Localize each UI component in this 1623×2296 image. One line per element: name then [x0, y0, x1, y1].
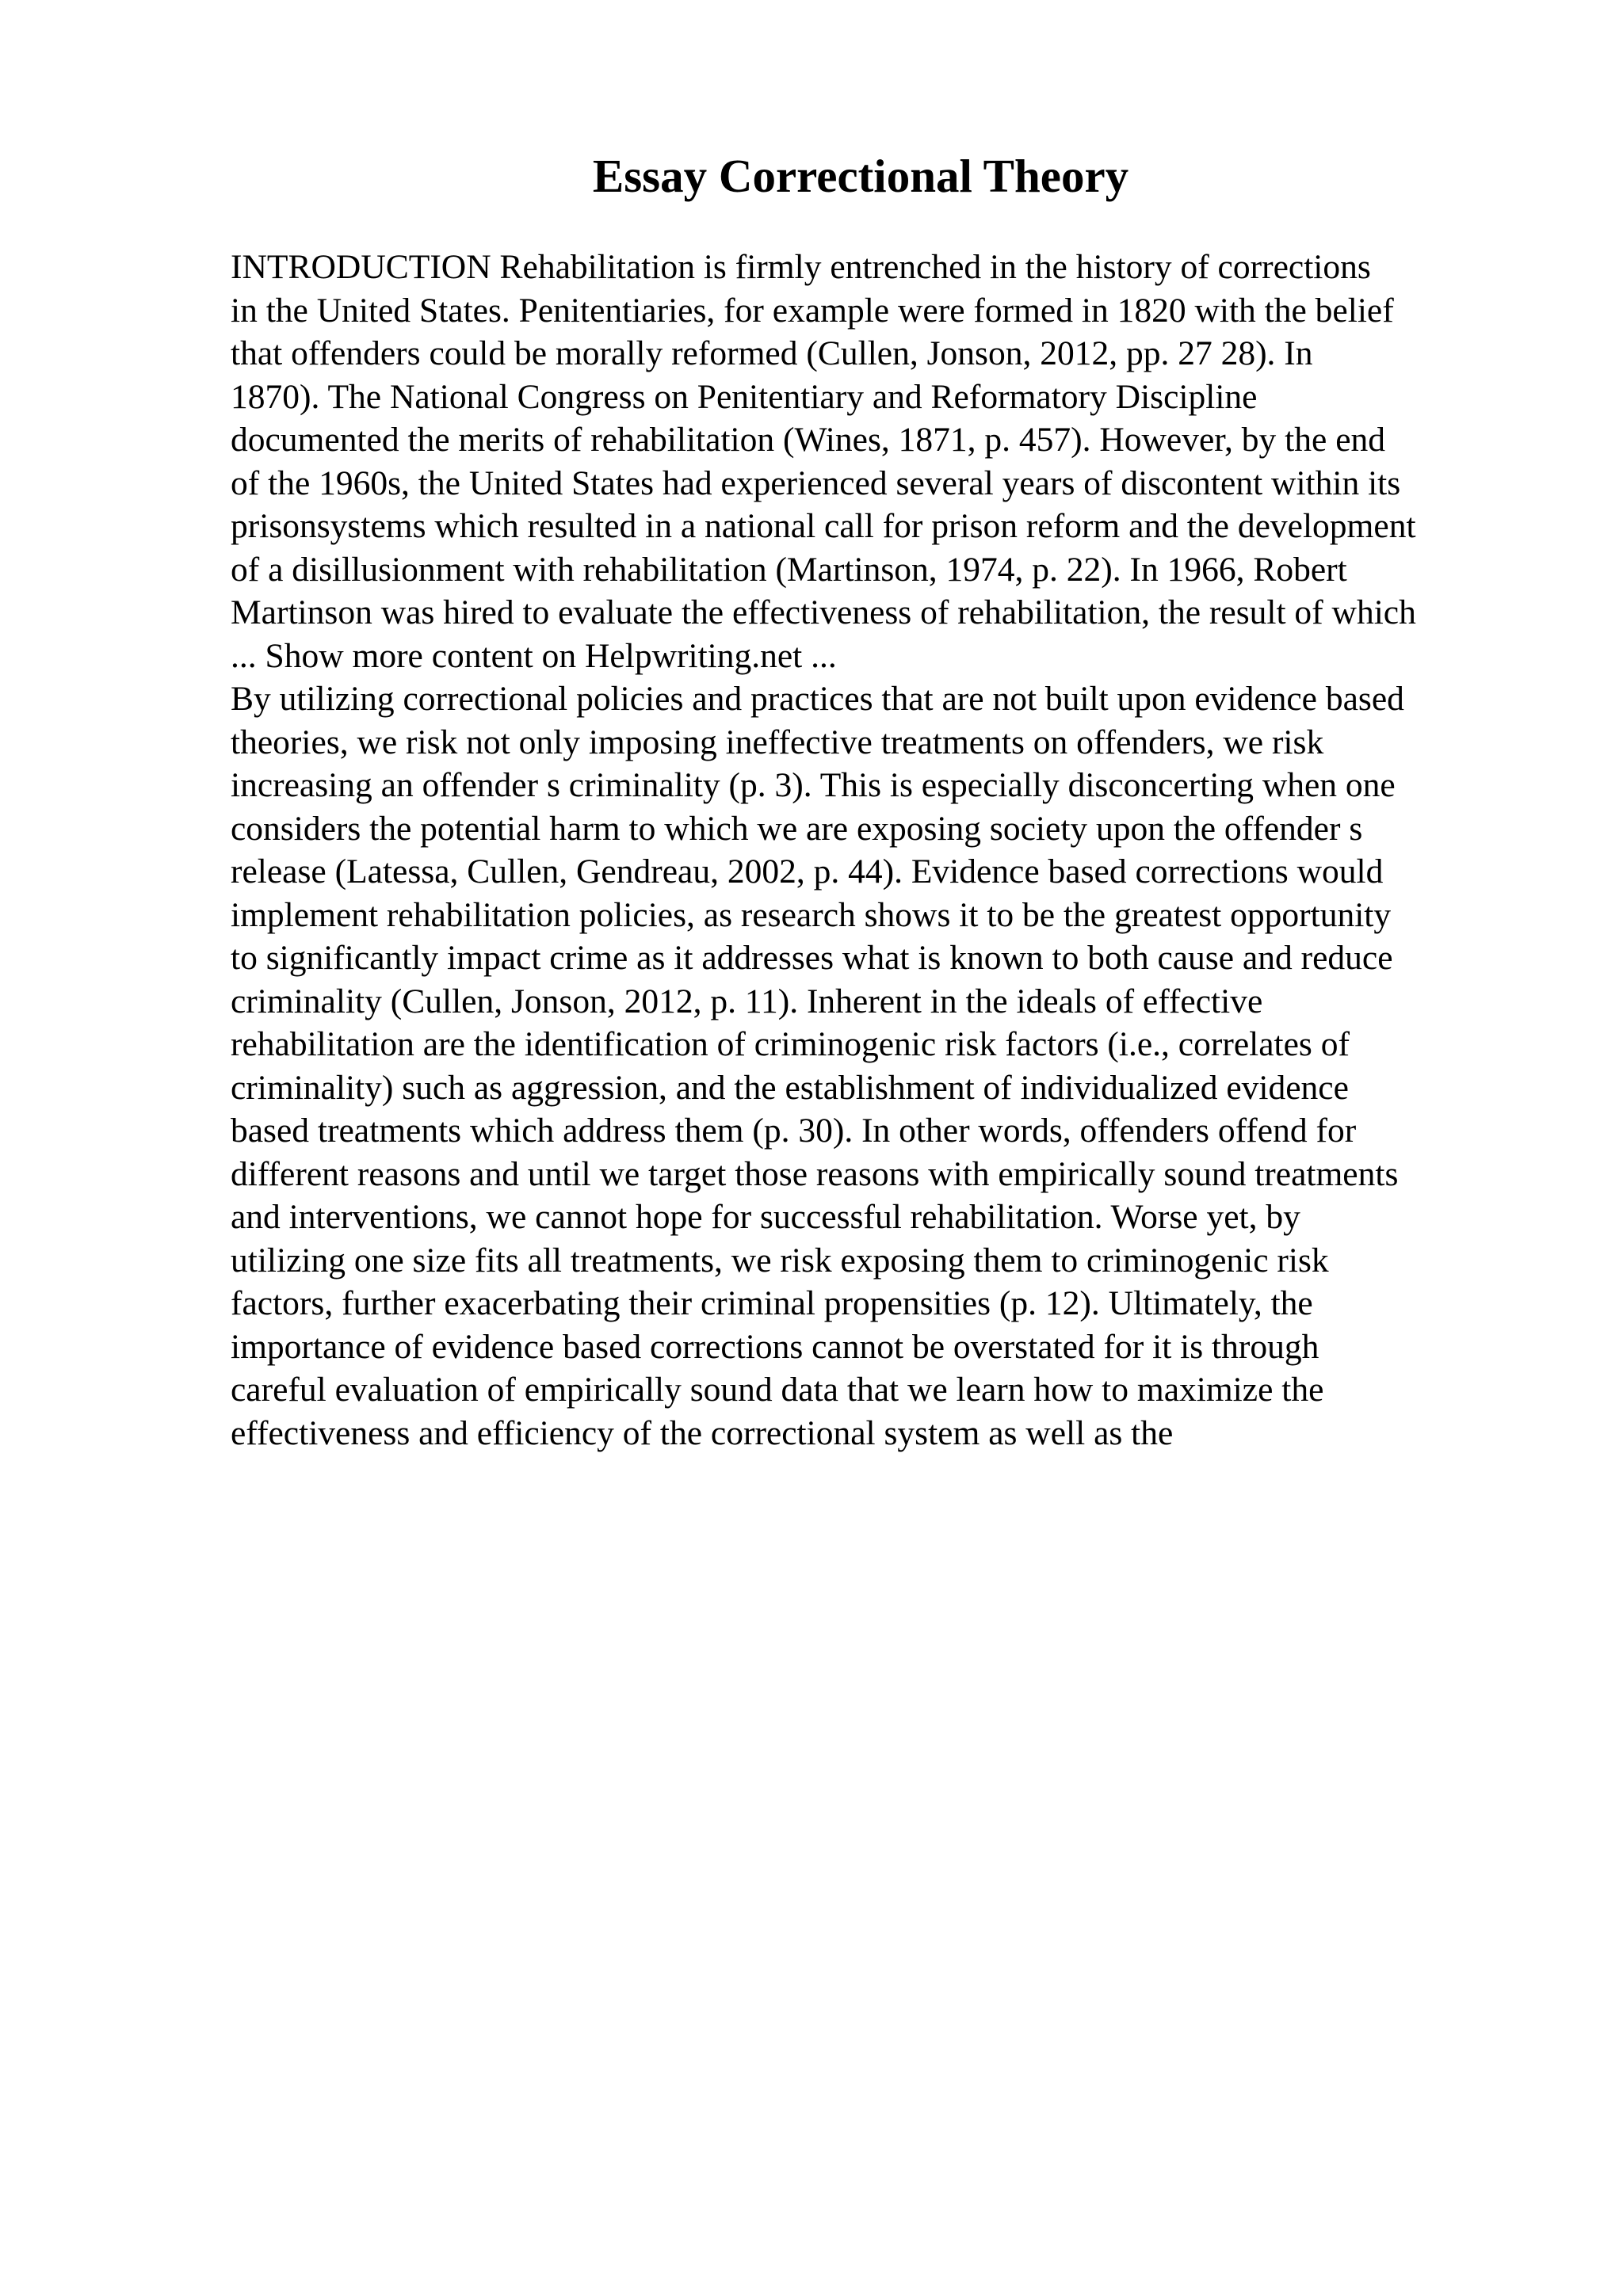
text-line: 1870). The National Congress on Penitentiary and Reformatory Discipline: [231, 377, 1258, 416]
text-line: to significantly impact crime as it addresses what is known to both cause and reduce: [231, 939, 1393, 977]
text-line: rehabilitation are the identification of criminogenic risk factors (i.e., correlates of: [231, 1025, 1350, 1063]
text-line: and interventions, we cannot hope for successful rehabilitation. Worse yet, by: [231, 1198, 1300, 1236]
text-line: different reasons and until we target those reasons with empirically sound treatments: [231, 1154, 1399, 1193]
text-line: of a disillusionment with rehabilitation (Martinson, 1974, p. 22). In 1966, Robert: [231, 550, 1347, 589]
text-line: Martinson was hired to evaluate the effectiveness of rehabilitation, the result of which: [231, 593, 1416, 631]
text-line: criminality (Cullen, Jonson, 2012, p. 11). Inherent in the ideals of effective: [231, 982, 1263, 1020]
text-line: in the United States. Penitentiaries, for example were formed in 1820 with the belief: [231, 291, 1394, 330]
text-line: considers the potential harm to which we are exposing society upon the offender s: [231, 809, 1363, 848]
text-line: of the 1960s, the United States had experienced several years of discontent within its: [231, 463, 1401, 502]
text-line: release (Latessa, Cullen, Gendreau, 2002, p. 44). Evidence based corrections would: [231, 852, 1384, 891]
text-line: documented the merits of rehabilitation (Wines, 1871, p. 457). However, by the end: [231, 421, 1385, 459]
show-more-link[interactable]: ... Show more content on Helpwriting.net ...: [231, 636, 837, 675]
text-line: based treatments which address them (p. 30). In other words, offenders offend for: [231, 1112, 1357, 1150]
text-line: importance of evidence based corrections cannot be overstated for it is through: [231, 1327, 1319, 1366]
text-line: implement rehabilitation policies, as research shows it to be the greatest opportunity: [231, 895, 1392, 934]
text-line: careful evaluation of empirically sound data that we learn how to maximize the: [231, 1371, 1324, 1409]
text-line: effectiveness and efficiency of the correctional system as well as the: [231, 1413, 1174, 1452]
document-body: [231, 246, 1514, 1455]
text-line: By utilizing correctional policies and practices that are not built upon evidence based: [231, 680, 1404, 718]
document-title: Essay Correctional Theory: [592, 150, 1129, 202]
text-line: factors, further exacerbating their criminal propensities (p. 12). Ultimately, the: [231, 1284, 1313, 1322]
text-line: utilizing one size fits all treatments, we risk exposing them to criminogenic risk: [231, 1241, 1329, 1280]
text-line: theories, we risk not only imposing ineffective treatments on offenders, we risk: [231, 723, 1324, 761]
text-line: prisonsystems which resulted in a national call for prison reform and the development: [231, 507, 1416, 545]
text-line: criminality) such as aggression, and the establishment of individualized evidence: [231, 1068, 1349, 1107]
text-line: INTRODUCTION Rehabilitation is firmly entrenched in the history of corrections: [231, 248, 1371, 286]
text-line: increasing an offender s criminality (p. 3). This is especially disconcerting when one: [231, 766, 1396, 804]
text-line: that offenders could be morally reformed (Cullen, Jonson, 2012, pp. 27 28). In: [231, 334, 1313, 372]
